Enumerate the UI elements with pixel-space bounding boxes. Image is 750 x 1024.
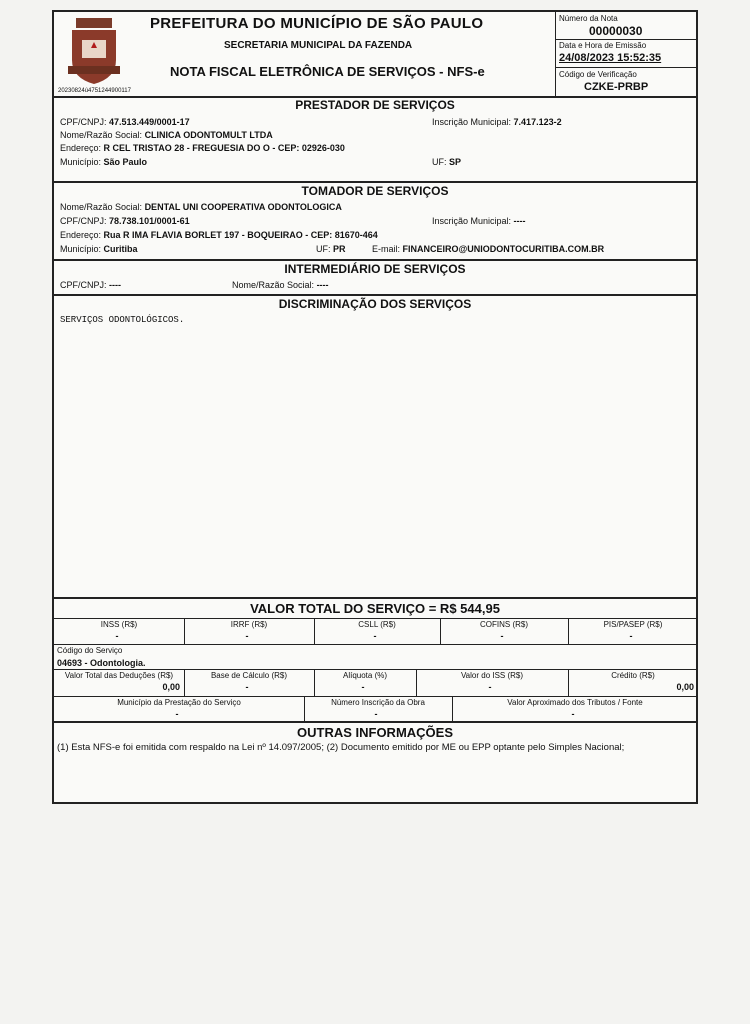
- codigo-servico-value: 04693 - Odontologia.: [57, 658, 146, 668]
- data-value: 24/08/2023 15:52:35: [559, 52, 662, 64]
- taxes-value: -: [629, 631, 633, 641]
- tomador-title: TOMADOR DE SERVIÇOS: [301, 184, 449, 198]
- calc-value: -: [488, 682, 492, 692]
- tomador-cnpj: CPF/CNPJ: 78.738.101/0001-61: [60, 216, 190, 226]
- prestador-municipio: Município: São Paulo: [60, 157, 148, 167]
- extra-label: Município da Prestação do Serviço: [117, 698, 241, 707]
- codigo-value: CZKE-PRBP: [584, 81, 649, 93]
- extra-label: Valor Aproximado dos Tributos / Fonte: [507, 698, 643, 707]
- taxes-value: -: [245, 631, 249, 641]
- discriminacao-title: DISCRIMINAÇÃO DOS SERVIÇOS: [278, 297, 472, 311]
- prestador-uf: UF: SP: [432, 157, 462, 167]
- intermediario-cnpj: CPF/CNPJ: ----: [60, 280, 122, 290]
- secretaria-subtitle: SECRETARIA MUNICIPAL DA FAZENDA: [224, 40, 413, 51]
- taxes-value: -: [115, 631, 119, 641]
- extra-value: -: [175, 709, 179, 719]
- intermediario-nome: Nome/Razão Social: ----: [232, 280, 329, 290]
- calc-value: -: [245, 682, 249, 692]
- numero-value: 00000030: [589, 24, 643, 38]
- intermediario-title: INTERMEDIÁRIO DE SERVIÇOS: [284, 262, 466, 276]
- discriminacao-text: SERVIÇOS ODONTOLÓGICOS.: [60, 315, 185, 325]
- calc-label: Valor Total das Deduções (R$): [64, 671, 174, 680]
- taxes-label: IRRF (R$): [230, 620, 268, 629]
- tomador-nome: Nome/Razão Social: DENTAL UNI COOPERATIVA ODONTOLOGICA: [60, 202, 342, 212]
- document-title: NOTA FISCAL ELETRÔNICA DE SERVIÇOS - NFS-e: [170, 64, 485, 79]
- codigo-servico-label: Código do Serviço: [57, 646, 123, 655]
- taxes-label: PIS/PASEP (R$): [603, 620, 663, 629]
- prestador-cnpj: CPF/CNPJ: 47.513.449/0001-17: [60, 117, 190, 127]
- calc-label: Alíquota (%): [342, 671, 388, 680]
- tomador-email: E-mail: FINANCEIRO@UNIODONTOCURITIBA.COM.BR: [372, 244, 605, 254]
- prestador-nome: Nome/Razão Social: CLINICA ODONTOMULT LTDA: [60, 130, 273, 140]
- taxes-label: CSLL (R$): [358, 620, 396, 629]
- prestador-title: PRESTADOR DE SERVIÇOS: [295, 98, 455, 112]
- calc-value: -: [361, 682, 365, 692]
- prestador-im: Inscrição Municipal: 7.417.123-2: [432, 117, 562, 127]
- numero-label: Número da Nota: [559, 14, 618, 23]
- extra-value: -: [374, 709, 378, 719]
- city-coat-of-arms-logo: [66, 16, 122, 86]
- nfse-document: [52, 10, 698, 804]
- calc-value: 0,00: [676, 682, 694, 692]
- taxes-value: -: [500, 631, 504, 641]
- outras-text: (1) Esta NFS-e foi emitida com respaldo na Lei nº 14.097/2005; (2) Documento emitido por ME ou EPP optante pelo Simples Nacional;: [57, 742, 625, 753]
- valor-total: VALOR TOTAL DO SERVIÇO = R$ 544,95: [250, 601, 500, 616]
- extra-value: -: [571, 709, 575, 719]
- barcode-text: 20230824ú4751244900117: [58, 88, 131, 94]
- calc-value: 0,00: [162, 682, 180, 692]
- taxes-value: -: [373, 631, 377, 641]
- calc-label: Crédito (R$): [611, 671, 655, 680]
- prefeitura-title: PREFEITURA DO MUNICÍPIO DE SÃO PAULO: [150, 15, 484, 32]
- taxes-label: COFINS (R$): [480, 620, 528, 629]
- outras-title: OUTRAS INFORMAÇÕES: [297, 725, 453, 740]
- data-label: Data e Hora de Emissão: [559, 41, 647, 50]
- tomador-uf: UF: PR: [316, 244, 346, 254]
- calc-label: Base de Cálculo (R$): [210, 671, 288, 680]
- tomador-endereco: Endereço: Rua R IMA FLAVIA BORLET 197 - BOQUEIRAO - CEP: 81670-464: [60, 230, 378, 240]
- prestador-endereco: Endereço: R CEL TRISTAO 28 - FREGUESIA DO O - CEP: 02926-030: [60, 143, 345, 153]
- taxes-label: INSS (R$): [100, 620, 138, 629]
- tomador-im: Inscrição Municipal: ----: [432, 216, 526, 226]
- codigo-label: Código de Verificação: [559, 70, 637, 79]
- tomador-municipio: Município: Curitiba: [60, 244, 138, 254]
- calc-label: Valor do ISS (R$): [460, 671, 524, 680]
- extra-label: Número Inscrição da Obra: [331, 698, 425, 707]
